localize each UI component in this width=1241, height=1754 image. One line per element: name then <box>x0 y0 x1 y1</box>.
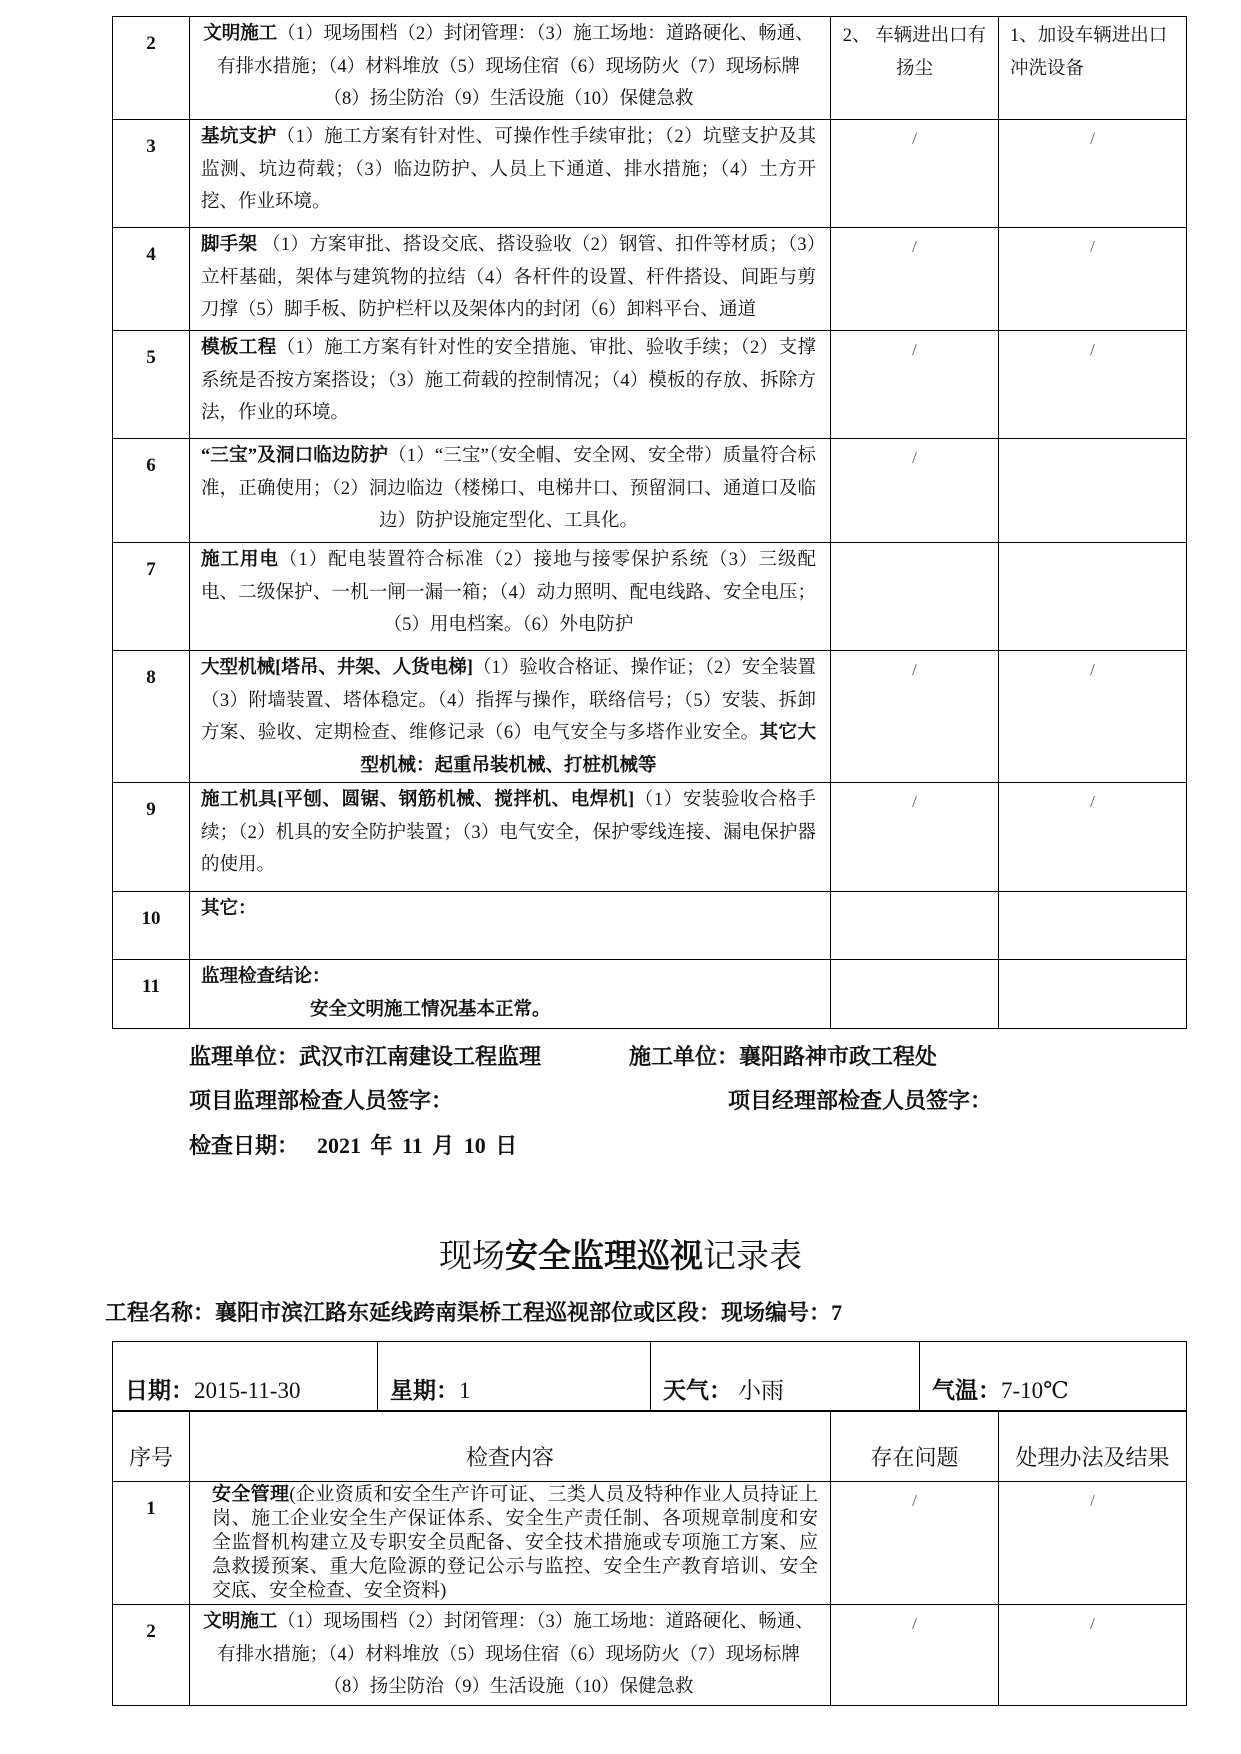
header-row <box>113 1411 1187 1482</box>
form-title <box>0 1237 1241 1277</box>
form-title-emphasis: 安全监理巡视 <box>505 1239 703 1275</box>
table-row <box>113 228 1187 331</box>
check-item-detail: （1）方案审批、搭设交底、搭设验收（2）钢管、扣件等材质；（3）立杆基础，架体与建筑物的拉结（4）各杆件的设置、杆件搭设、间距与剪刀撑（5）脚手板、防护栏杆以及架体内的封闭（6）卸料平台、通道 <box>201 235 816 320</box>
section-label: 巡视部位或区段： <box>545 1300 722 1325</box>
row-number: 6 <box>113 439 190 543</box>
check-item-title: 施工机具[平刨、圆锯、钢筋机械、搅拌机、电焊机] <box>201 790 635 810</box>
supervision-unit-label: 监理单位： <box>189 1044 300 1069</box>
check-content <box>190 960 831 1029</box>
row-number: 8 <box>113 651 190 783</box>
supervision-inspector-signature: 项目监理部检查人员签字： <box>189 1088 454 1113</box>
row-number: 11 <box>113 960 190 1029</box>
check-item-title: 基坑支护 <box>201 127 277 147</box>
form-info-row <box>112 1341 1187 1412</box>
check-content <box>190 228 831 331</box>
check-item-detail: (企业资质和安全生产许可证、三类人员及特种作业人员持证上岗、施工企业安全生产保证体系、安全生产责任制、各项规章制度和安全监督机构建立及专职安全员配备、安全技术措施或专项施工方案、应急救援预案、重大危险源的登记公示与监控、安全生产教育培训、安全交底、安全检查、安全资料) <box>212 1484 818 1601</box>
column-header: 处理办法及结果 <box>999 1411 1187 1482</box>
issue-cell <box>831 892 999 960</box>
check-item-detail: （1）现场围档（2）封闭管理：（3）施工场地：道路硬化、畅通、有排水措施；（4）材料堆放（5）现场住宿（6）现场防火（7）现场标牌（8）扬尘防治（9）生活设施（10）保健急救 <box>217 1612 814 1697</box>
issue-cell: / <box>831 331 999 439</box>
row-number: 3 <box>113 120 190 228</box>
temperature-label: 气温： <box>932 1378 1001 1403</box>
handling-cell: / <box>999 1482 1187 1605</box>
construction-unit-value: 襄阳路神市政工程处 <box>739 1044 938 1069</box>
table-row <box>113 960 1187 1029</box>
supervision-unit <box>189 1042 541 1072</box>
handling-cell: / <box>999 783 1187 892</box>
column-header: 序号 <box>113 1411 190 1482</box>
row-number: 4 <box>113 228 190 331</box>
check-content <box>190 1605 831 1706</box>
handling-cell: / <box>999 331 1187 439</box>
table-row <box>113 783 1187 892</box>
check-item-title: 安全管理 <box>212 1484 290 1505</box>
weekday-value: 1 <box>459 1378 471 1403</box>
issue-cell: / <box>831 1482 999 1605</box>
info-row <box>113 1342 1187 1412</box>
manager-inspector-signature: 项目经理部检查人员签字： <box>728 1088 993 1113</box>
check-item-detail: （1）配电装置符合标准（2）接地与接零保护系统（3）三级配电、二级保护、一机一闸一漏一箱；（4）动力照明、配电线路、安全电压；（5）用电档案。（6）外电防护 <box>201 550 816 635</box>
handling-cell <box>999 960 1187 1029</box>
issue-cell: / <box>831 120 999 228</box>
table-row <box>113 331 1187 439</box>
row-number: 9 <box>113 783 190 892</box>
check-item-title: 文明施工 <box>203 24 278 44</box>
weather-label: 天气： <box>663 1378 732 1403</box>
patrol-table <box>112 1410 1187 1706</box>
table-row <box>113 543 1187 651</box>
row-number: 2 <box>113 1605 190 1706</box>
check-item-title: 文明施工 <box>203 1612 278 1632</box>
row-number: 2 <box>113 17 190 120</box>
construction-unit <box>629 1042 937 1072</box>
table-row <box>113 120 1187 228</box>
check-item-title: 模板工程 <box>201 338 277 358</box>
handling-cell: / <box>999 120 1187 228</box>
check-item-title: 其它： <box>201 899 257 919</box>
conclusion-text: 安全文明施工情况基本正常。 <box>310 999 551 1020</box>
check-item-detail: （1）验收合格证、操作证；（2）安全装置（3）附墙装置、塔体稳定。（4）指挥与操作，联络信号；（5）安装、拆卸方案、验收、定期检查、维修记录（6）电气安全与多塔作业安全。 <box>201 658 816 743</box>
site-number: 7 <box>831 1300 843 1325</box>
check-content <box>190 543 831 651</box>
row-number: 5 <box>113 331 190 439</box>
check-content <box>190 331 831 439</box>
check-item-title: “三宝”及洞口临边防护 <box>201 446 389 466</box>
weather-cell <box>651 1342 920 1412</box>
row-number: 1 <box>113 1482 190 1605</box>
table-row <box>113 1482 1187 1605</box>
date-cell <box>113 1342 378 1412</box>
date-label: 日期： <box>125 1378 194 1403</box>
check-item-detail: （1）现场围档（2）封闭管理：（3）施工场地：道路硬化、畅通、有排水措施；（4）材料堆放（5）现场住宿（6）现场防火（7）现场标牌（8）扬尘防治（9）生活设施（10）保健急救 <box>217 24 814 109</box>
supervision-unit-value: 武汉市江南建设工程监理 <box>299 1044 542 1069</box>
row-number: 7 <box>113 543 190 651</box>
form-title-prefix: 现场 <box>439 1239 505 1275</box>
issue-cell: / <box>831 783 999 892</box>
weekday-label: 星期： <box>390 1378 459 1403</box>
check-item-title: 施工用电 <box>201 550 280 570</box>
column-header: 存在问题 <box>831 1411 999 1482</box>
project-label: 工程名称： <box>105 1300 216 1325</box>
check-content <box>190 1482 831 1605</box>
project-line <box>105 1298 842 1328</box>
check-content <box>190 651 831 783</box>
conclusion-label: 监理检查结论： <box>201 967 331 987</box>
check-item-title: 大型机械[塔吊、井架、人货电梯] <box>201 658 473 678</box>
issue-cell: / <box>831 1605 999 1706</box>
date-value: 2015-11-30 <box>194 1378 301 1403</box>
table-row <box>113 1605 1187 1706</box>
handling-cell <box>999 892 1187 960</box>
inspection-table-continued <box>112 16 1187 1029</box>
issue-cell <box>831 960 999 1029</box>
row-number: 10 <box>113 892 190 960</box>
temperature-cell <box>920 1342 1187 1412</box>
handling-cell: 1、加设车辆进出口冲洗设备 <box>999 17 1187 120</box>
handling-cell: / <box>999 228 1187 331</box>
issue-cell: / <box>831 439 999 543</box>
check-item-detail: （1）施工方案有针对性、可操作性手续审批；（2）坑壁支护及其监测、坑边荷载；（3）临边防护、人员上下通道、排水措施；（4）土方开挖、作业环境。 <box>201 127 816 212</box>
check-content <box>190 120 831 228</box>
handling-cell <box>999 439 1187 543</box>
weekday-cell <box>378 1342 651 1412</box>
table-row <box>113 439 1187 543</box>
construction-unit-label: 施工单位： <box>629 1044 740 1069</box>
column-header: 检查内容 <box>190 1411 831 1482</box>
inspection-date-value: 2021 年 11 月 10 日 <box>317 1133 518 1158</box>
check-item-title: 脚手架 <box>201 235 258 255</box>
temperature-value: 7-10℃ <box>1001 1378 1069 1403</box>
site-number-label: 现场编号： <box>721 1300 832 1325</box>
check-content <box>190 17 831 120</box>
table-row <box>113 892 1187 960</box>
project-name: 襄阳市滨江路东延线跨南渠桥工程 <box>215 1300 546 1325</box>
weather-value: 小雨 <box>738 1378 784 1403</box>
issue-cell: 2、 车辆进出口有扬尘 <box>831 17 999 120</box>
inspection-date-label: 检查日期： <box>189 1133 300 1158</box>
form-title-suffix: 记录表 <box>703 1239 802 1275</box>
check-content <box>190 439 831 543</box>
check-item-note: 其它大型机械：起重吊装机械、打桩机械等 <box>360 723 816 776</box>
table-row <box>113 17 1187 120</box>
handling-cell <box>999 543 1187 651</box>
check-content <box>190 783 831 892</box>
check-item-detail: （1）施工方案有针对性的安全措施、审批、验收手续；（2）支撑系统是否按方案搭设；（3）施工荷载的控制情况；（4）模板的存放、拆除方法，作业的环境。 <box>201 338 816 423</box>
issue-cell: / <box>831 651 999 783</box>
issue-cell <box>831 543 999 651</box>
check-item-detail: （1）安装验收合格手续；（2）机具的安全防护装置；（3）电气安全，保护零线连接、漏电保护器的使用。 <box>201 790 816 875</box>
issue-cell: / <box>831 228 999 331</box>
handling-cell: / <box>999 651 1187 783</box>
check-item-detail: （1）“三宝”（安全帽、安全网、安全带）质量符合标准，正确使用；（2）洞边临边（楼梯口、电梯井口、预留洞口、通道口及临边）防护设施定型化、工具化。 <box>201 446 816 531</box>
handling-cell: / <box>999 1605 1187 1706</box>
table-row <box>113 651 1187 783</box>
check-content <box>190 892 831 960</box>
inspection-date <box>189 1131 517 1161</box>
